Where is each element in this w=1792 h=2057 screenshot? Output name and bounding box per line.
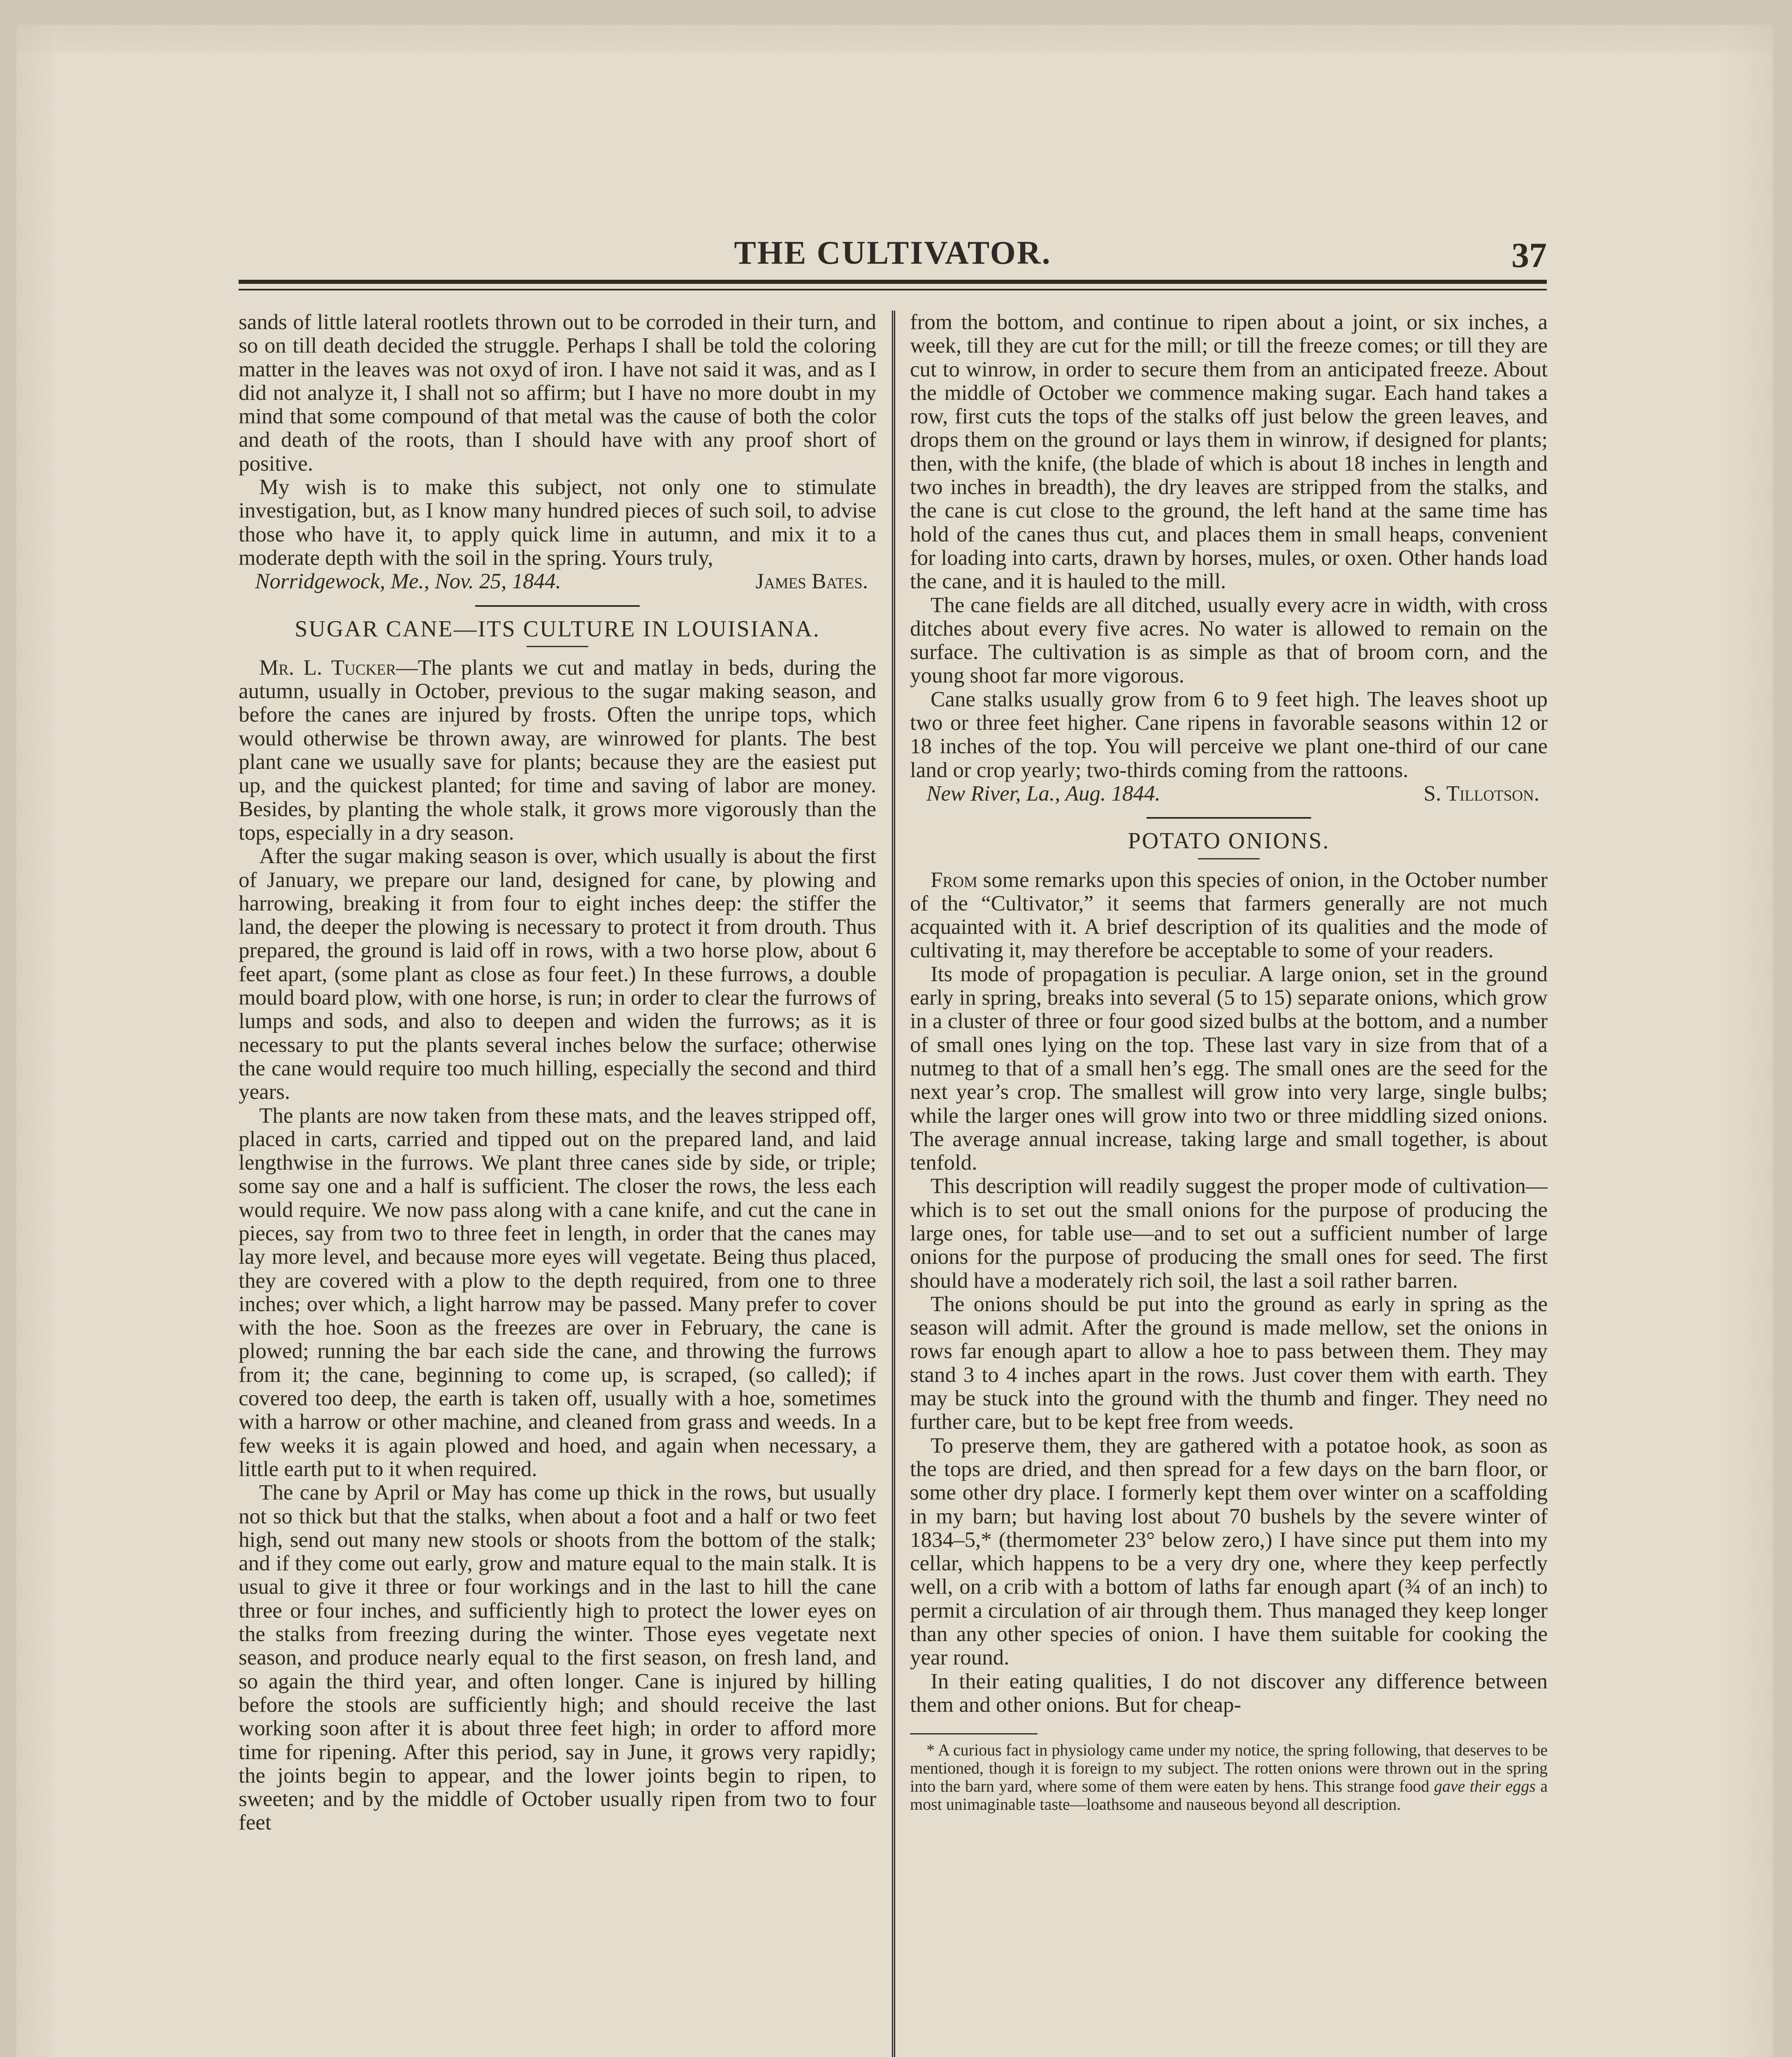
left-continuation-para-1: sands of little lateral rootlets thrown out to be corroded in their turn, and so on till death decided the struggle. Perhaps I shall be told the coloring matter in the leaves was not oxyd of iron. I have not said it was, and as I did not analyze it, I shall not so affirm; but I have no more doubt in my mind that some compound of that metal was the cause of both the color and death of the roots, than I should have with any proof short of positive.: [239, 311, 876, 476]
potato-onions-para-4: The onions should be put into the ground as early in spring as the season will admit. After the ground is made mellow, set the onions in rows far enough apart to allow a hoe to pass between them. They may stand 3 to 4 inches apart in the rows. Just cover them with earth. They may be stuck into the ground with the thumb and finger. They need no further care, but to be kept free from weeds.: [910, 1292, 1548, 1434]
potato-onions-para-5: To preserve them, they are gathered with a potatoe hook, as soon as the tops are dried, and then spread for a few days on the barn floor, or some other dry place. I formerly kept them over winter on a scaffolding in my barn; but having lost about 70 bushels by the severe winter of 1834–5,* (thermometer 23° below zero,) I have since put them into my cellar, which happens to be a very dry one, where they keep perfectly well, on a crib with a bottom of laths far enough apart (¾ of an inch) to permit a circulation of air through them. Thus managed they keep longer than any other species of onion. I have them suitable for cooking the year round.: [910, 1433, 1548, 1670]
title-underline: [527, 646, 588, 647]
signature-name-2: S. Tillotson.: [1423, 781, 1539, 806]
sugar-cane-para-2: After the sugar making season is over, which usually is about the first of January, we prepare our land, designed for cane, by plowing and harrowing, breaking it from four to eight inches deep: the stiffer the land, the deeper the plowing is necessary to protect it from drouth. Thus prepared, the ground is laid off in rows, with a two horse plow, about 6 feet apart, (some plant as close as four feet.) In these furrows, a double mould board plow, with one horse, is run; in order to clear the furrows of lumps and sods, and also to deepen and widen the furrows; as it is necessary to put the plants several inches below the surface; otherwise the cane would require too much hilling, especially the second and third years.: [239, 844, 876, 1104]
footnote: [910, 1741, 1548, 1813]
signature-name: James Bates.: [755, 569, 868, 594]
article-title-sugar-cane: SUGAR CANE—ITS CULTURE IN LOUISIANA.: [295, 616, 820, 642]
header-rule-thin: [239, 289, 1547, 290]
left-column: [239, 311, 876, 2057]
potato-onions-para-1-text: some remarks upon this species of onion, in the October number of the “Cultivator,” it seems that farmers generally are not much acquainted with it. A brief description of its qualities and the mode of cultivating it, may therefore be acceptable to some of your readers.: [910, 868, 1548, 963]
salutation: Mr. L. Tucker: [259, 655, 396, 680]
right-column: [910, 311, 1548, 2057]
potato-onions-para-6: In their eating qualities, I do not discover any difference between them and other onions. But for cheap-: [910, 1669, 1548, 1717]
column-divider: [892, 311, 895, 2057]
footnote-end: a most unimaginable taste—loathsome and nauseous beyond all description.: [910, 1777, 1548, 1814]
letter-signature: [239, 570, 876, 593]
signature-place: Norridgewock, Me., Nov. 25, 1844.: [255, 569, 561, 594]
right-continuation-para-3: Cane stalks usually grow from 6 to 9 feet high. The leaves shoot up two or three feet higher. Cane ripens in favorable seasons within 12 or 18 inches of the top. You will perceive we plant one-third of our cane land or crop yearly; two-thirds coming from the rattoons.: [910, 687, 1548, 782]
section-divider: [475, 605, 640, 607]
right-continuation-para-1: from the bottom, and continue to ripen about a joint, or six inches, a week, till they are cut for the mill; or till the freeze comes; or till they are cut to winrow, in order to secure them from an anticipated freeze. About the middle of October we commence making sugar. Each hand takes a row, first cuts the tops of the stalks off just below the green leaves, and drops them on the ground or lays them in winrow, if designed for plants; then, with the knife, (the blade of which is about 18 inches in length and two inches in breadth), the dry leaves are stripped from the stalks, and the cane is cut close to the ground, the left hand at the same time has hold of the canes thus cut, and places them in small heaps, convenient for loading into carts, drawn by horses, mules, or oxen. Other hands load the cane, and it is hauled to the mill.: [910, 311, 1548, 594]
potato-onions-para-2: Its mode of propagation is peculiar. A large onion, set in the ground early in spring, breaks into several (5 to 15) separate onions, which grow in a cluster of three or four good sized bulbs at the bottom, and a number of small ones lying on the top. These last vary in size from that of a nutmeg to that of a small hen’s egg. The small ones are the seed for the next year’s crop. The smallest will grow into very large, single bulbs; while the larger ones will grow into two or three middling sized onions. The average annual increase, taking large and small together, is about tenfold.: [910, 962, 1548, 1175]
footnote-start: * A curious fact in physiology came under my notice, the spring following, that deserves to be mentioned, though it is foreign to my subject. The rotten onions were thrown out in the spring into the barn yard, where some of them were eaten by hens. This strange food: [910, 1741, 1548, 1796]
left-continuation-para-2: My wish is to make this subject, not only one to stimulate investigation, but, as I know many hundred pieces of such soil, to advise those who have it, to apply quick lime in autumn, and mix it to a moderate depth with the soil in the spring. Yours truly,: [239, 475, 876, 570]
footnote-italic: gave their eggs: [1434, 1777, 1536, 1796]
right-continuation-para-2: The cane fields are all ditched, usually every acre in width, with cross ditches about every five acres. No water is allowed to remain on the surface. The cultivation is as simple as that of broom corn, and the young shoot far more vigorous.: [910, 593, 1548, 688]
page-number: 37: [1511, 235, 1547, 275]
sugar-cane-para-4: The cane by April or May has come up thick in the rows, but usually not so thick but that the stalks, when about a foot and a half or two feet high, send out many new stools or shoots from the bottom of the stalk; and if they come out early, grow and mature equal to the main stalk. It is usual to give it three or four workings and in the last to hill the cane three or four inches, and sufficiently high to protect the lower eyes on the stalks from freezing during the winter. Those eyes vegetate next season, and produce nearly equal to the first season, on fresh land, and so again the third year, and often longer. Cane is injured by hilling before the stools are sufficiently high; and should receive the last working soon after it is about three feet high; in order to afford more time for ripening. After this period, say in June, it grows very rapidly; the joints begin to appear, and the lower joints begin to ripen, to sweeten; and by the middle of October usually ripen from two to four feet: [239, 1481, 876, 1835]
article-title-potato-onions: POTATO ONIONS.: [1128, 828, 1330, 854]
article-signature: [910, 782, 1548, 806]
page-title: THE CULTIVATOR.: [734, 235, 1052, 271]
lead-word: From: [931, 868, 977, 892]
potato-onions-para-1: [910, 868, 1548, 963]
section-divider-2: [1147, 817, 1311, 819]
sugar-cane-para-1: [239, 656, 876, 845]
footnote-rule: [910, 1733, 1038, 1734]
potato-onions-para-3: This description will readily suggest the proper mode of cultivation—which is to set out the small onions for the purpose of producing the large ones, for table use—and to set out a sufficient number of large onions for the purpose of producing the small ones for seed. The first should have a moderately rich soil, the last a soil rather barren.: [910, 1174, 1548, 1293]
signature-place-2: New River, La., Aug. 1844.: [926, 781, 1161, 806]
sugar-cane-para-1-text: —The plants we cut and matlay in beds, during the autumn, usually in October, previous to the sugar making season, and before the canes are injured by frosts. Often the unripe tops, which would otherwise be thrown away, are winrowed for plants. The best plant cane we usually save for plants; because they are the easiest put up, and the quickest planted; for time and saving of labor are money. Besides, by planting the whole stalk, it grows more vigorously than the tops, especially in a dry season.: [239, 655, 876, 845]
page-header: [239, 230, 1547, 276]
sugar-cane-para-3: The plants are now taken from these mats, and the leaves stripped off, placed in carts, carried and tipped out on the prepared land, and laid lengthwise in the furrows. We plant three canes side by side, or triple; some say one and a half is sufficient. The closer the rows, the less each would require. We now pass along with a cane knife, and cut the cane in pieces, say from two to three feet in length, in order that the canes may lay more level, and because more eyes will vegetate. Being thus placed, they are covered with a plow to the depth required, from one to three inches; over which, a light harrow may be passed. Many prefer to cover with the hoe. Soon as the freezes are over in February, the cane is plowed; running the bar each side the cane, and throwing the furrows from it; the cane, beginning to come up, is scraped, (so called); if covered too deep, the earth is taken off, usually with a hoe, sometimes with a harrow or other machine, and cleaned from grass and weeds. In a few weeks it is again plowed and hoed, and again when necessary, a little earth put to it when required.: [239, 1103, 876, 1481]
header-rule-thick: [239, 280, 1547, 284]
title-underline-2: [1198, 858, 1260, 859]
